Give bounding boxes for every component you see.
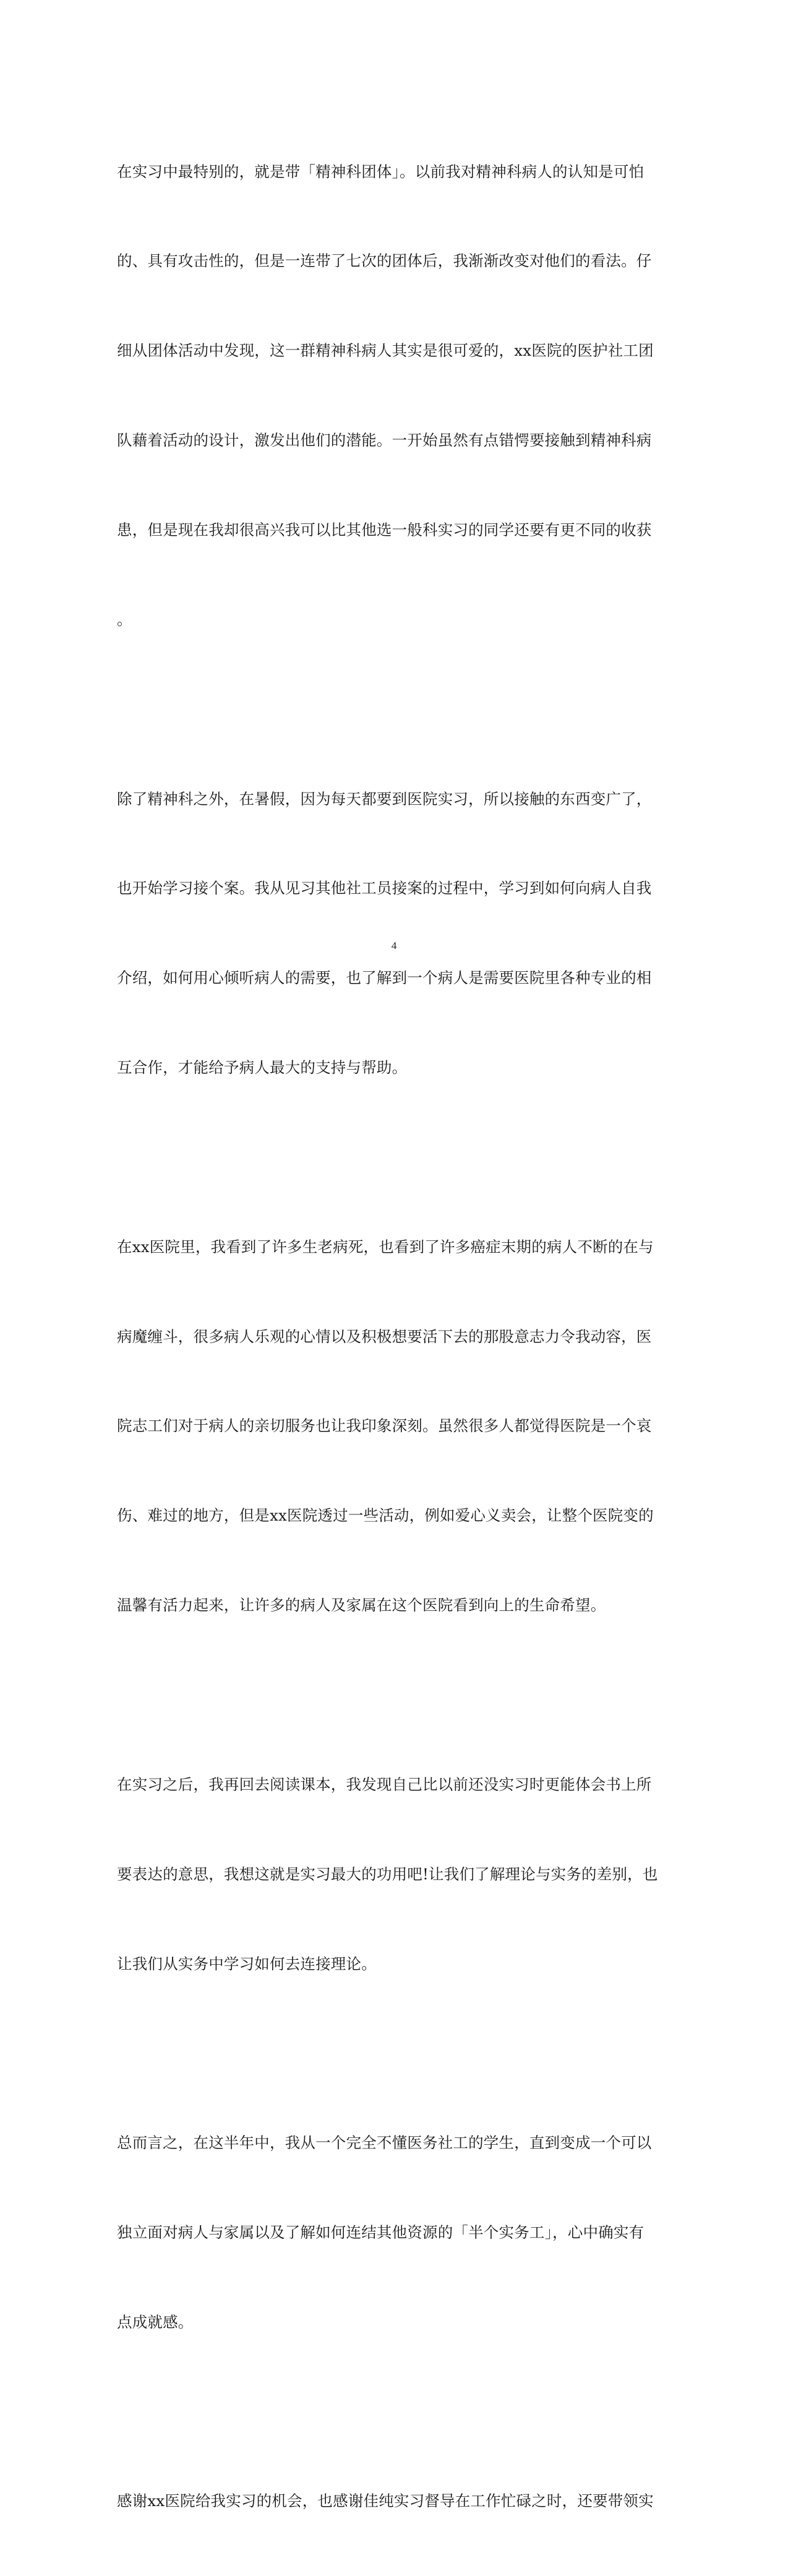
text-line: 队藉着活动的设计，激发出他们的潜能。一开始虽然有点错愕要接触到精神科病 xyxy=(117,431,652,450)
text-line: 点成就感。 xyxy=(117,2312,194,2331)
text-line: 除了精神科之外，在暑假，因为每天都要到医院实习，所以接触的东西变广了， xyxy=(117,789,652,808)
text-line: 也开始学习接个案。我从见习其他社工员接案的过程中，学习到如何向病人自我 xyxy=(117,879,652,898)
text-line: 在xx医院里，我看到了许多生老病死，也看到了许多癌症末期的病人不断的在与 xyxy=(117,1237,654,1256)
text-line: 。 xyxy=(117,611,132,629)
text-line: 感谢xx医院给我实习的机会，也感谢佳纯实习督导在工作忙碌之时，还要带领实 xyxy=(117,2492,654,2510)
text-line: 独立面对病人与家属以及了解如何连结其他资源的「半个实务工」，心中确实有 xyxy=(117,2223,645,2241)
text-line: 的、具有攻击性的，但是一连带了七次的团体后，我渐渐改变对他们的看法。仔 xyxy=(117,252,652,270)
text-line: 温馨有活力起来，让许多的病人及家属在这个医院看到向上的生命希望。 xyxy=(117,1596,606,1615)
text-line: 院志工们对于病人的亲切服务也让我印象深刻。虽然很多人都觉得医院是一个哀 xyxy=(117,1417,652,1435)
paragraph-summer-internship xyxy=(117,724,661,1143)
text-line: 介绍，如何用心倾听病人的需要，也了解到一个病人是需要医院里各种专业的相 xyxy=(117,969,652,987)
paragraph-spacer xyxy=(117,2397,661,2427)
page-number: 4 xyxy=(391,940,397,951)
paragraph-hospital-observations xyxy=(117,1172,661,1680)
document-body xyxy=(117,97,661,2576)
paragraph-spacer xyxy=(117,1143,661,1172)
text-line: 在实习中最特别的，就是带「精神科团体」。以前我对精神科病人的认知是可怕 xyxy=(117,162,645,181)
paragraph-theory-practice xyxy=(117,1710,661,2038)
text-line: 互合作，才能给予病人最大的支持与帮助。 xyxy=(117,1058,408,1077)
text-line: 患，但是现在我却很高兴我可以比其他选一般科实习的同学还要有更不同的收获 xyxy=(117,521,652,539)
text-line: 病魔缠斗，很多病人乐观的心情以及积极想要活下去的那股意志力令我动容，医 xyxy=(117,1327,652,1346)
paragraph-spacer xyxy=(117,1680,661,1710)
text-line: 细从团体活动中发现，这一群精神科病人其实是很可爱的，xx医院的医护社工团 xyxy=(117,341,654,360)
paragraph-psychiatric-group xyxy=(117,97,661,695)
paragraph-conclusion xyxy=(117,2068,661,2397)
text-line: 让我们从实务中学习如何去连接理论。 xyxy=(117,1954,377,1973)
text-line: 伤、难过的地方，但是xx医院透过一些活动，例如爱心义卖会，让整个医院变的 xyxy=(117,1506,654,1525)
text-line: 要表达的意思，我想这就是实习最大的功用吧!让我们了解理论与实务的差别，也 xyxy=(117,1865,658,1883)
paragraph-acknowledgement xyxy=(117,2427,661,2576)
text-line: 在实习之后，我再回去阅读课本，我发现自己比以前还没实习时更能体会书上所 xyxy=(117,1775,652,1793)
paragraph-spacer xyxy=(117,2038,661,2068)
paragraph-spacer xyxy=(117,695,661,724)
text-line: 总而言之，在这半年中，我从一个完全不懂医务社工的学生，直到变成一个可以 xyxy=(117,2134,652,2152)
